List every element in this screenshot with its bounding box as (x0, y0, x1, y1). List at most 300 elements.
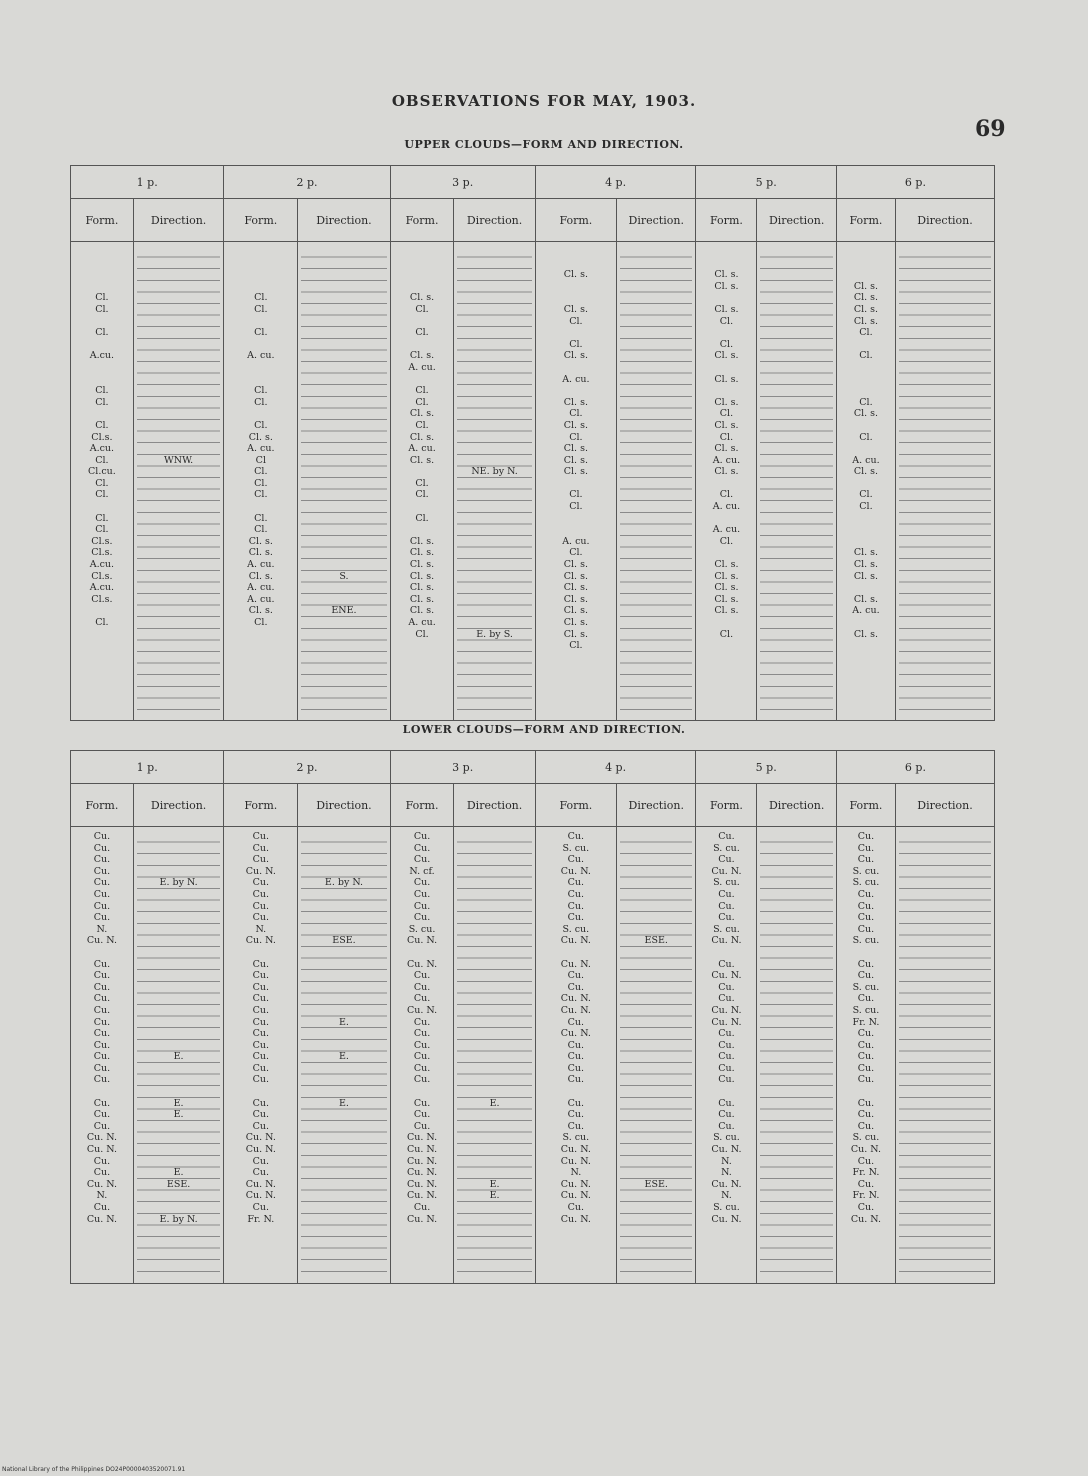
cell-entry (74, 316, 130, 328)
cell-entry: Cl. s. (409, 535, 435, 547)
cell-entry (840, 339, 892, 351)
table-row (71, 242, 995, 721)
cell-entry (620, 1017, 692, 1029)
cell-entry (457, 1074, 531, 1086)
cell-entry (620, 901, 692, 913)
cell-entry: Cl. s. (563, 466, 588, 478)
cell-entry: Cl. (95, 385, 109, 397)
cell-entry (301, 559, 386, 571)
cell-entry: Cl. (569, 408, 583, 420)
cell-entry: Cu. (718, 854, 735, 866)
cell-entry: Cu. N. (711, 970, 742, 982)
cell-entry: Cu. (413, 1202, 431, 1213)
cell-entry: Cl. s. (409, 593, 435, 605)
cell-entry (301, 1005, 386, 1017)
cell-entry (74, 374, 130, 386)
form-cell-1p (71, 242, 134, 721)
cell-entry (394, 246, 451, 258)
cell-entry: N. (96, 923, 108, 935)
cell-entry: Cu. (567, 854, 585, 866)
direction-column-header: Direction. (617, 784, 696, 827)
cell-entry (539, 385, 613, 397)
cell-entry (227, 501, 294, 513)
cell-entry: Cu. N. (406, 1213, 438, 1225)
cell-entry (137, 970, 221, 982)
cell-entry: Cl.s. (91, 431, 113, 443)
cell-entry: Cu. (252, 993, 270, 1005)
cell-entry (457, 432, 531, 444)
cell-entry (699, 327, 753, 339)
cell-entry (301, 478, 386, 490)
cell-entry: Cu. (718, 993, 735, 1005)
cell-entry (301, 408, 386, 420)
cell-entry (457, 982, 531, 994)
direction-column-header: Direction. (896, 784, 995, 827)
cell-entry: Cl. s. (853, 408, 879, 420)
cell-entry: Cl. s. (714, 396, 739, 408)
cell-entry (457, 327, 531, 339)
cell-entry (457, 1051, 531, 1063)
cell-entry: Cu. (857, 958, 875, 970)
cell-entry (539, 947, 613, 959)
cell-entry (227, 281, 294, 293)
cell-entry: Cu. (93, 1155, 111, 1167)
cell-entry: E. (489, 1097, 500, 1109)
cell-entry (840, 258, 892, 270)
cell-entry: Cu. (857, 1202, 875, 1213)
cell-entry: Cl. s. (853, 315, 879, 327)
lower-clouds-title: LOWER CLOUDS—FORM AND DIRECTION. (402, 723, 686, 736)
cell-entry: Cu. N. (711, 865, 742, 877)
cell-entry: Cu. (857, 1062, 875, 1074)
cell-entry (394, 524, 451, 536)
cell-entry: Cu. N. (711, 1213, 742, 1225)
cell-entry (227, 339, 294, 351)
cell-entry (457, 594, 531, 606)
cell-entry: Cu. (252, 1097, 270, 1109)
cell-entry (620, 1109, 692, 1121)
cell-entry: Cu. (252, 981, 270, 993)
cell-entry (457, 559, 531, 571)
cell-entry: Cl. (859, 396, 873, 408)
cell-entry: Cu. N. (86, 1144, 117, 1156)
cell-entry: E. (173, 1051, 184, 1063)
form-cell-6p (836, 827, 895, 1284)
cell-entry: N. (721, 1167, 732, 1179)
cell-entry: Cu. (252, 1109, 270, 1121)
form-column-header: Form. (535, 199, 616, 242)
cell-entry (137, 1063, 221, 1075)
cell-entry: Cu. N. (560, 958, 591, 970)
cell-entry: Cl. s. (248, 547, 273, 559)
cell-entry (457, 316, 531, 328)
cell-entry: E. by N. (159, 877, 198, 889)
cell-entry: S. cu. (852, 865, 880, 877)
cell-entry (620, 993, 692, 1005)
cell-entry (620, 843, 692, 855)
cell-entry: Cu. (252, 1039, 270, 1051)
cell-entry: Fr. N. (852, 1016, 880, 1028)
cell-entry: Fr. N. (852, 1190, 880, 1202)
direction-column-header: Direction. (133, 199, 224, 242)
cell-entry: Cu. (413, 1028, 431, 1040)
cell-entry: Cl. (415, 477, 429, 489)
cell-entry: Cl. s. (563, 605, 588, 617)
cell-entry: Cu. (567, 1062, 585, 1074)
cell-entry (699, 947, 753, 959)
cell-entry (457, 339, 531, 351)
cell-entry (137, 420, 221, 432)
cell-entry (457, 1144, 531, 1156)
cell-entry: Cl. s. (409, 559, 435, 571)
cell-entry: Cl. (95, 303, 109, 315)
form-column-header: Form. (696, 784, 757, 827)
cell-entry: Cu. (252, 900, 270, 912)
cell-entry (227, 246, 294, 258)
cell-entry (457, 397, 531, 409)
cell-entry (539, 327, 613, 339)
hour-header: 3 p. (390, 751, 535, 784)
cell-entry (301, 993, 386, 1005)
cell-entry: Cl. (569, 315, 583, 327)
cell-entry: Cu. (252, 1062, 270, 1074)
cell-entry (760, 246, 832, 258)
cell-entry: Cu. (93, 1016, 111, 1028)
cell-entry (539, 362, 613, 374)
cell-entry: Cl. (569, 640, 583, 652)
cell-entry: Cu. (857, 912, 875, 924)
cell-entry: Cu. (413, 970, 431, 982)
form-column-header: Form. (390, 199, 454, 242)
cell-entry: Cu. (252, 1028, 270, 1040)
cell-entry: Cu. (413, 854, 431, 866)
cell-entry: S. cu. (713, 1132, 740, 1144)
cell-entry: Cu. N. (86, 1132, 117, 1144)
cell-entry: Cl. (859, 489, 873, 501)
cell-entry (620, 959, 692, 971)
hour-header: 6 p. (836, 751, 994, 784)
cell-entry (840, 947, 892, 959)
cell-entry: Cl. s. (563, 443, 588, 455)
cell-entry (137, 993, 221, 1005)
cell-entry (457, 547, 531, 559)
cell-entry: Cu. (252, 912, 270, 924)
cell-entry (620, 854, 692, 866)
cell-entry: Cl. s. (563, 582, 588, 594)
cell-entry (74, 605, 130, 617)
cell-entry: S. cu. (562, 923, 590, 935)
cell-entry (137, 912, 221, 924)
cell-entry: Cu. (567, 912, 585, 924)
cell-entry (301, 1074, 386, 1086)
form-column-header: Form. (696, 199, 757, 242)
cell-entry (620, 1063, 692, 1075)
cell-entry: Cu. (718, 888, 735, 900)
cell-entry: Cu. (93, 1097, 111, 1109)
cell-entry (227, 269, 294, 281)
cell-entry: Cu. (252, 1074, 270, 1086)
cell-entry: Cl. (254, 512, 268, 524)
cell-entry (457, 1132, 531, 1144)
cell-entry: Cu. (567, 1120, 585, 1132)
cell-entry (457, 866, 531, 878)
hour-header: 4 p. (535, 166, 696, 199)
cell-entry: Cl. (254, 327, 268, 339)
cell-entry (457, 1017, 531, 1029)
cell-entry: Cu. (857, 1097, 875, 1109)
cell-entry (394, 258, 451, 270)
direction-cell-3p (454, 242, 535, 721)
cell-entry: Cl. s. (714, 303, 739, 315)
cell-entry: Cu. (93, 1202, 111, 1213)
cell-entry: Cu. (718, 1062, 735, 1074)
cell-entry (457, 420, 531, 432)
cell-entry (394, 501, 451, 513)
cell-entry: Cu. N. (406, 1178, 438, 1190)
cell-entry: Cl.s. (91, 593, 113, 605)
direction-column-header: Direction. (896, 199, 995, 242)
direction-cell-6p (896, 827, 995, 1284)
cell-entry (457, 1156, 531, 1168)
cell-entry: Cu. (413, 1097, 431, 1109)
hour-header: 5 p. (696, 751, 836, 784)
cell-entry: Cl. s. (248, 570, 273, 582)
cell-entry (301, 269, 386, 281)
cell-entry: Cl. s. (409, 292, 435, 304)
form-column-header: Form. (836, 784, 895, 827)
cell-entry: Cu. (857, 1028, 875, 1040)
cell-entry: Cu. N. (406, 1167, 438, 1179)
direction-cell-5p (757, 827, 836, 1284)
cell-entry: Cu. (857, 842, 875, 854)
cell-entry (227, 947, 294, 959)
form-cell-2p (224, 827, 298, 1284)
cell-entry: Cl. s. (563, 419, 588, 431)
cell-entry (840, 1086, 892, 1098)
cell-entry (457, 489, 531, 501)
cell-entry (137, 408, 221, 420)
form-cell-1p (71, 827, 134, 1284)
cell-entry (301, 959, 386, 971)
cell-entry (137, 1017, 221, 1029)
cell-entry: Cu. (252, 888, 270, 900)
cell-entry (74, 501, 130, 513)
cell-entry (457, 362, 531, 374)
cell-entry (74, 947, 130, 959)
cell-entry: Cl. (95, 396, 109, 408)
cell-entry: S. cu. (852, 981, 880, 993)
cell-entry: Cl. s. (248, 605, 273, 617)
hour-header: 1 p. (71, 751, 224, 784)
cell-entry: Cu. (413, 888, 431, 900)
cell-entry: Cl. (415, 396, 429, 408)
cell-entry: Cu. N. (560, 1190, 591, 1202)
cell-entry (137, 1156, 221, 1168)
cell-entry: Cu. N. (245, 1190, 276, 1202)
cell-entry (457, 304, 531, 316)
cell-entry: Cl. s. (714, 593, 739, 605)
cell-entry: Fr. N. (852, 1167, 880, 1179)
cell-entry (539, 1086, 613, 1098)
cell-entry (457, 1086, 531, 1098)
cell-entry (457, 269, 531, 281)
cell-entry: Cu. N. (406, 1004, 438, 1016)
upper-clouds-table (70, 165, 995, 721)
cell-entry: Cl. s. (563, 396, 588, 408)
direction-column-header: Direction. (757, 199, 836, 242)
cell-entry: Cu. (413, 877, 431, 889)
cell-entry (301, 1086, 386, 1098)
hour-header: 3 p. (390, 166, 535, 199)
cell-entry: Cu. (857, 1039, 875, 1051)
cell-entry: Cl. (719, 628, 734, 640)
cell-entry: Cl. s. (563, 628, 588, 640)
cell-entry: Cu. (567, 1051, 585, 1063)
cell-entry: ESE. (644, 1178, 668, 1190)
cell-entry: Cu. (413, 1109, 431, 1121)
cell-entry: Cu. (252, 1120, 270, 1132)
cell-entry: Cu. (93, 1167, 111, 1179)
cell-entry: Cu. (857, 888, 875, 900)
cell-entry: Cl. (719, 489, 734, 501)
cell-entry: Cl. (415, 327, 429, 339)
cell-entry: Cl. s. (248, 431, 273, 443)
cell-entry: Cl. s. (853, 628, 879, 640)
cell-entry: Cl. s. (563, 617, 588, 628)
direction-cell-1p (133, 827, 224, 1284)
cell-entry (699, 258, 753, 270)
cell-entry: Cu. N. (711, 1144, 742, 1156)
cell-entry: Cu. N. (850, 1144, 882, 1156)
cell-entry (840, 420, 892, 432)
cell-entry: Cu. N. (560, 993, 591, 1005)
cell-entry (137, 1121, 221, 1133)
cell-entry: E. (173, 1109, 184, 1121)
cell-entry (301, 901, 386, 913)
cell-entry (457, 408, 531, 420)
cell-entry (137, 889, 221, 901)
cell-entry: Cu. (413, 831, 431, 842)
cell-entry: NE. by N. (471, 466, 518, 478)
cell-entry (137, 281, 221, 293)
form-column-header: Form. (71, 199, 134, 242)
cell-entry (620, 982, 692, 994)
cell-entry (457, 877, 531, 889)
cell-entry: Cu. (93, 981, 111, 993)
cell-entry: Cl. s. (714, 350, 739, 362)
cell-entry: Cl. s. (563, 454, 588, 466)
cell-entry: Cu. (252, 854, 270, 866)
cell-entry: S. cu. (408, 923, 436, 935)
hour-header: 5 p. (696, 166, 836, 199)
direction-column-header: Direction. (133, 784, 224, 827)
cell-entry (457, 246, 531, 258)
cell-entry: Cl. s. (409, 582, 435, 594)
cell-entry (137, 304, 221, 316)
cell-entry: Cl. (415, 512, 429, 524)
cell-entry (137, 432, 221, 444)
page-title: OBSERVATIONS FOR MAY, 1903. (391, 92, 697, 110)
cell-entry (301, 831, 386, 843)
cell-entry: Cu. N. (711, 1178, 742, 1190)
cell-entry: Cu. (93, 912, 111, 924)
cell-entry: A. cu. (562, 535, 590, 547)
cell-entry: Cu. N. (245, 935, 276, 947)
cell-entry (137, 362, 221, 374)
cell-entry (301, 889, 386, 901)
cell-entry: Cl.cu. (88, 466, 116, 478)
cell-entry: S. cu. (852, 877, 880, 889)
cell-entry: Cl. (415, 489, 429, 501)
cell-entry: Cl. (415, 628, 429, 640)
cell-entry (137, 831, 221, 843)
cell-entry: Cl. (254, 303, 268, 315)
hour-header: 1 p. (71, 166, 224, 199)
cell-entry (620, 889, 692, 901)
form-cell-5p (696, 827, 757, 1284)
cell-entry: Cu. (413, 1074, 431, 1086)
cell-entry: Cl.s. (91, 547, 113, 559)
cell-entry (620, 246, 692, 258)
cell-entry: Cu. (413, 900, 431, 912)
cell-entry (301, 524, 386, 536)
cell-entry (227, 316, 294, 328)
cell-entry (137, 316, 221, 328)
cell-entry (137, 935, 221, 947)
cell-entry (699, 478, 753, 490)
cell-entry: Cu. (857, 993, 875, 1005)
cell-entry: Cl.s. (91, 535, 113, 547)
cell-entry (699, 513, 753, 525)
cell-entry (457, 947, 531, 959)
cell-entry: Cu. N. (560, 1155, 591, 1167)
cell-entry (699, 385, 753, 397)
cell-entry: S. cu. (852, 935, 880, 947)
cell-entry: Cu. (567, 1109, 585, 1121)
cell-entry: Cu. (567, 877, 585, 889)
cell-entry: E. (338, 1016, 349, 1028)
cell-entry: Cu. (93, 831, 111, 842)
direction-cell-2p (298, 242, 390, 721)
cell-entry: Cl. (569, 338, 583, 350)
direction-cell-2p (298, 827, 390, 1284)
form-column-header: Form. (224, 784, 298, 827)
cell-entry: Cl.s. (91, 570, 113, 582)
cell-entry: N. (96, 1190, 108, 1202)
cell-entry (301, 258, 386, 270)
cell-entry (620, 1028, 692, 1040)
cell-entry (457, 582, 531, 594)
cell-entry (457, 374, 531, 386)
cell-entry: Cu. (567, 888, 585, 900)
cell-entry: Cl. (254, 396, 268, 408)
cell-entry: Cu. (252, 1202, 270, 1213)
cell-entry: Cu. (567, 1097, 585, 1109)
cell-entry: Cu. (93, 900, 111, 912)
direction-column-header: Direction. (298, 784, 390, 827)
cell-entry: Cu. (93, 854, 111, 866)
cell-entry: Cl. (569, 431, 583, 443)
cell-entry: Cu. (857, 1074, 875, 1086)
cell-entry (620, 912, 692, 924)
cell-entry: Cl. s. (853, 280, 879, 292)
cell-entry: Cl. (569, 501, 583, 513)
cell-entry (457, 258, 531, 270)
cell-entry: Cu. (413, 981, 431, 993)
cell-entry: Cl. s. (409, 431, 435, 443)
cell-entry (137, 854, 221, 866)
cell-entry: Cu. (857, 1120, 875, 1132)
